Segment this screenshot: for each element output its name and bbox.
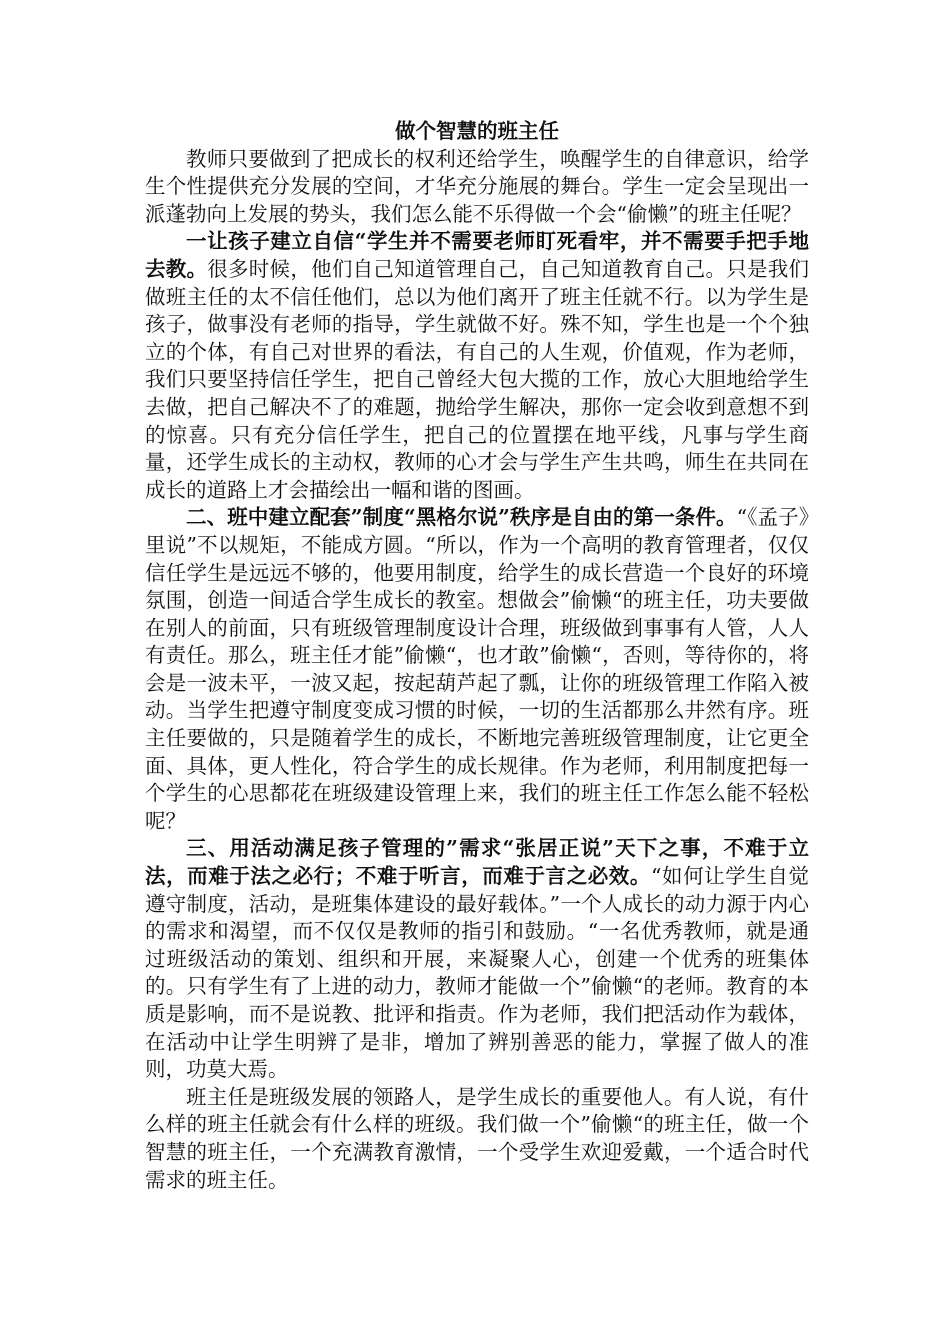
paragraph-section-two xyxy=(145,504,809,835)
paragraph-text: 很多时候，他们自己知道管理自己，自己知道教育自己。只是我们做班主任的太不信任他们，总以为他们离开了班主任就不行。以为学生是孩子，做事没有老师的指导，学生就做不好。殊不知，学生也是一个个独立的个体，有自己对世界的看法，有自己的人生观，价值观，作为老师，我们只要坚持信任学生，把自己曾经大包大揽的工作，放心大胆地给学生去做，把自己解决不了的难题，抛给学生解决，那你一定会收到意想不到的惊喜。只有充分信任学生，把自己的位置摆在地平线，凡事与学生商量，还学生成长的主动权，教师的心才会与学生产生共鸣，师生在共同在成长的道路上才会描绘出一幅和谐的图画。 xyxy=(145,256,810,502)
section-heading: 三、用活动满足孩子管理的”需求“张居正说”天下之事，不难于立法，而难于法之必行；不难于听言，而难于言之必效。 xyxy=(145,836,809,889)
section-heading: 二、班中建立配套”制度“黑格尔说”秩序是自由的第一条件。 xyxy=(186,505,737,530)
paragraph-section-one xyxy=(145,228,809,504)
paragraph-section-three xyxy=(145,835,809,1083)
paragraph-text: 教师只要做到了把成长的权利还给学生，唤醒学生的自律意识，给学生个性提供充分发展的空间，才华充分施展的舞台。学生一定会呈现出一派蓬勃向上发展的势头，我们怎么能不乐得做一个会“偷懒”的班主任呢？ xyxy=(145,146,809,226)
document-title: 做个智慧的班主任 xyxy=(395,119,559,143)
paragraph-text: “《孟子》里说”不以规矩，不能成方圆。“所以，作为一个高明的教育管理者，仅仅信任学生是远远不够的，他要用制度，给学生的成长营造一个良好的环境氛围，创造一间适合学生成长的教室。想做会”偷懒“的班主任，功夫要做在别人的前面，只有班级管理制度设计合理，班级做到事事有人管，人人有责任。那么，班主任才能”偷懒“，也才敢”偷懒“，否则，等待你的，将会是一波未平，一波又起，按起葫芦起了瓢，让你的班级管理工作陷入被动。当学生把遵守制度变成习惯的时候，一切的生活都那么井然有序。班主任要做的，只是随着学生的成长，不断地完善班级管理制度，让它更全面、具体，更人性化，符合学生的成长规律。作为老师，利用制度把每一个学生的心思都花在班级建设管理上来，我们的班主任工作怎么能不轻松呢？ xyxy=(145,505,809,833)
section-heading: 一让孩子建立自信“学生并不需要老师盯死看牢，并不需要手把手地去教。 xyxy=(145,229,809,281)
document-page xyxy=(145,118,809,1194)
paragraph-text: 班主任是班级发展的领路人，是学生成长的重要他人。有人说，有什么样的班主任就会有什么样的班级。我们做一个”偷懒“的班主任，做一个智慧的班主任，一个充满教育激情，一个受学生欢迎爱戴，一个适合时代需求的班主任。 xyxy=(145,1084,809,1192)
paragraph-conclusion xyxy=(145,1084,809,1194)
paragraph-text: “如何让学生自觉遵守制度，活动，是班集体建设的最好载体。”一个人成长的动力源于内心的需求和渴望，而不仅仅是教师的指引和鼓励。“一名优秀教师，就是通过班级活动的策划、组织和开展，来凝聚人心，创建一个优秀的班集体的。只有学生有了上进的动力，教师才能做一个”偷懒“的老师。教育的本质是影响，而不是说教、批评和指责。作为老师，我们把活动作为载体，在活动中让学生明辨了是非，增加了辨别善恶的能力，掌握了做人的准则，功莫大焉。 xyxy=(145,864,810,1082)
paragraph-intro xyxy=(145,146,809,229)
